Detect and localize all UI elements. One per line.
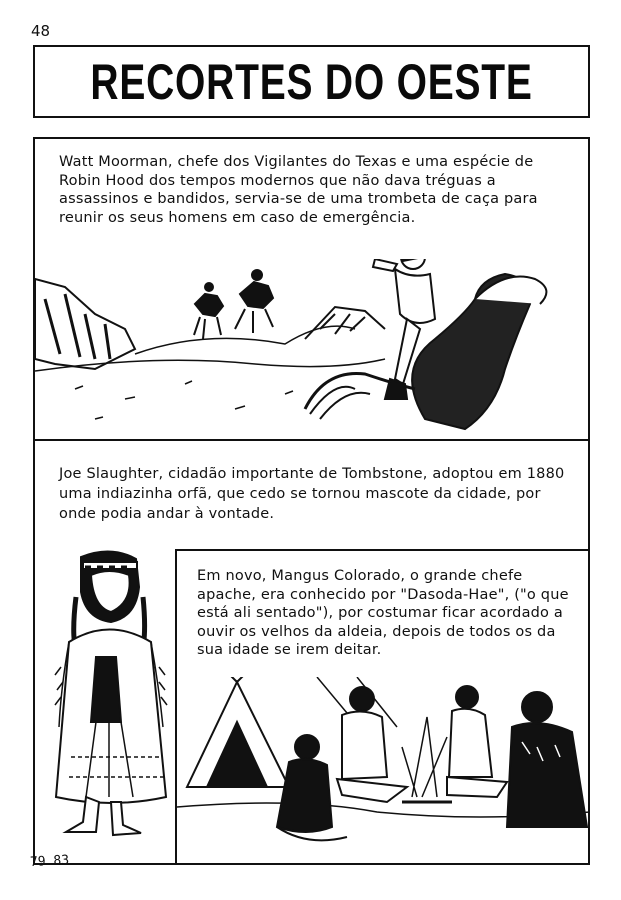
page-title: RECORTES DO OESTE [90,53,533,110]
panel2-caption: Joe Slaughter, cidadão importante de Tombstone, adoptou em 1880 uma indiazinha orfã, que cedo se tornou mascote da cidade, por onde podia andar à vontade. [59,466,565,522]
panel3-caption: Em novo, Mangus Colorado, o grande chefe apache, era conhecido por "Dasoda-Hae", ("o que está ali sentado"), por costumar ficar acordado a ouvir os velhos da aldeia, depois de todos os da sua idade se irem deitar. [197,568,569,658]
panel1-caption: Watt Moorman, chefe dos Vigilantes do Texas e uma espécie de Robin Hood dos tempos modernos que não dava tréguas a assassinos e bandidos, servia-se de uma trombeta de caça para reunir os seus homens em caso de emergência. [59,154,538,226]
artist-signature: 79 83 [29,852,70,871]
panel3-box [175,549,590,865]
page-number: 48 [31,22,51,40]
comic-frame [33,137,590,865]
title-box [33,45,590,118]
panel-divider [35,439,588,441]
panel1-illustration [35,259,588,437]
girl-illustration [41,547,177,843]
panel3-illustration [177,677,590,865]
